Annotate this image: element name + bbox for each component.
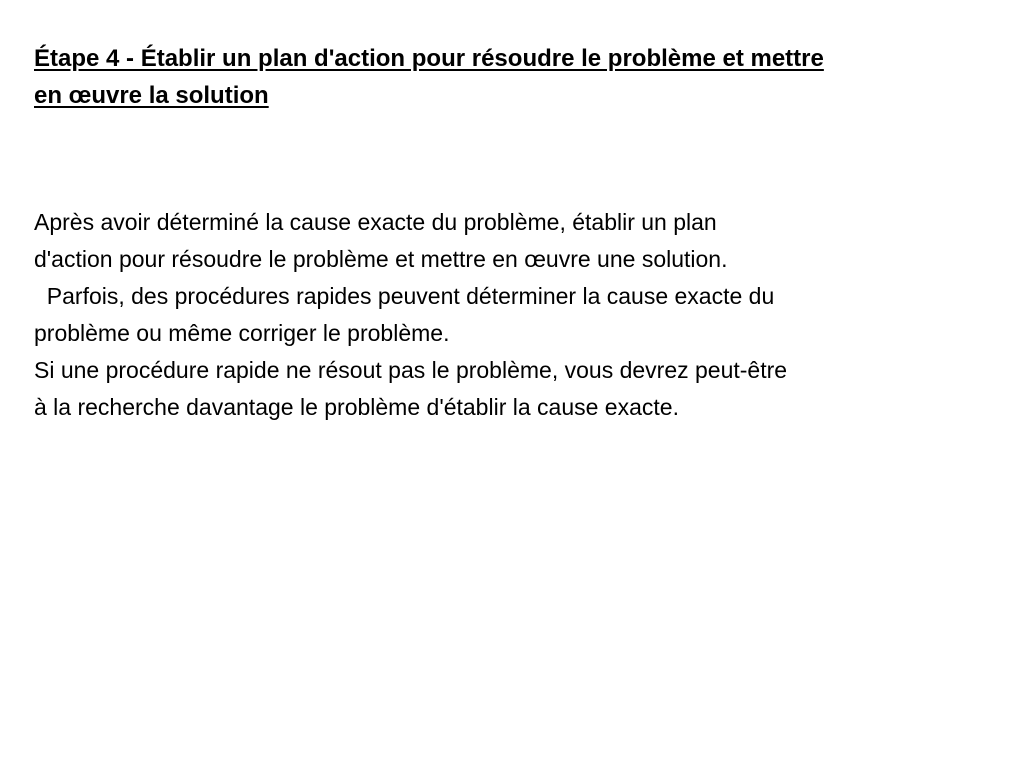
slide-body <box>34 204 994 426</box>
body-line-4: problème ou même corriger le problème. <box>34 320 450 346</box>
body-line-6: à la recherche davantage le problème d'établir la cause exacte. <box>34 394 679 420</box>
body-line-1: Après avoir déterminé la cause exacte du problème, établir un plan <box>34 209 717 235</box>
slide-title-line-2: en œuvre la solution <box>34 82 269 109</box>
body-line-3: Parfois, des procédures rapides peuvent déterminer la cause exacte du <box>34 283 775 309</box>
body-line-2: d'action pour résoudre le problème et mettre en œuvre une solution. <box>34 246 728 272</box>
slide-title <box>34 40 964 114</box>
slide-title-line-1: Étape 4 - Établir un plan d'action pour résoudre le problème et mettre <box>34 45 824 72</box>
body-line-5: Si une procédure rapide ne résout pas le problème, vous devrez peut-être <box>34 357 788 383</box>
